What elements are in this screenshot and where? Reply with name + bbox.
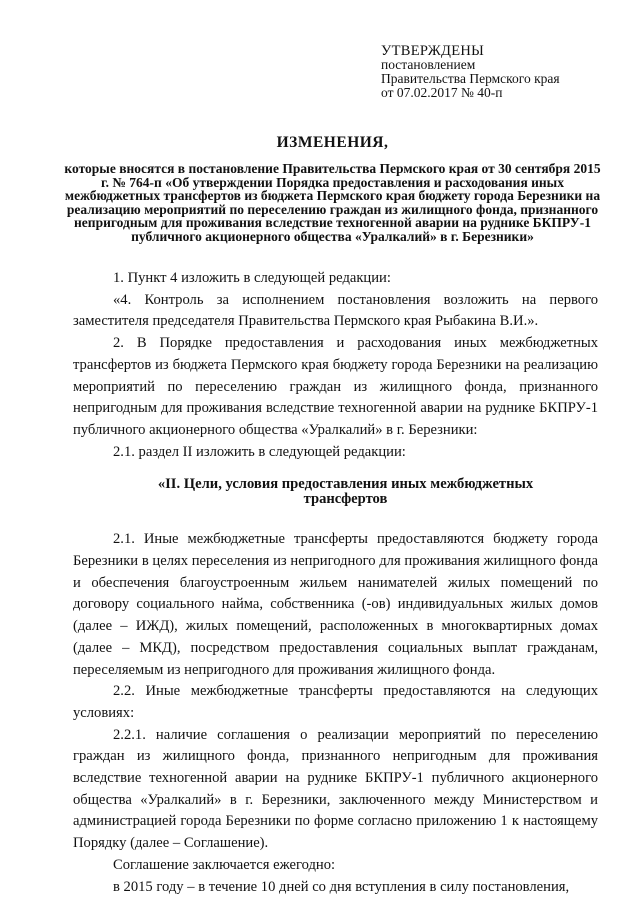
paragraph: в 2015 году – в течение 10 дней со дня вступления в силу постановления, xyxy=(113,878,570,895)
approval-line: от 07.02.2017 № 40-п xyxy=(381,85,503,100)
paragraph: «4. Контроль за исполнением постановления возложить на первого заместителя председателя Правительства Пермского края Рыбакина В.И.». xyxy=(73,291,598,330)
document-title: ИЗМЕНЕНИЯ, xyxy=(276,134,389,151)
approval-stamp xyxy=(381,44,621,100)
spacer xyxy=(73,463,598,477)
document-subtitle: которые вносятся в постановление Правительства Пермского края от 30 сентября 2015 г. № 764-п «Об утверждении Порядка предоставления и расходования иных межбюджетных трансфертов из бюджета Пермского края бюджету города Березники на реализацию мероприятий по переселению граждан из жилищного фонда, признанного непригодным для проживания вследствие техногенной аварии на руднике БКПРУ-1 публичного акционерного общества «Уралкалий» в г. Березники» xyxy=(64,161,601,244)
paragraph: Соглашение заключается ежегодно: xyxy=(113,856,336,873)
paragraph: 2.1. Иные межбюджетные трансферты предоставляются бюджету города Березники в целях переселения из непригодного для проживания жилищного фонда и обеспечения благоустроенным жильем нанимателей жилых помещений по договору социального найма, собственника (-ов) индивидуальных жилых домов (далее – ИЖД), жилых помещений, расположенных в многоквартирных домах (далее – МКД), посредством предоставления социальных выплат гражданам, переселяемым из непригодного для проживания жилищного фонда. xyxy=(73,531,598,678)
approval-heading: УТВЕРЖДЕНЫ xyxy=(381,43,485,59)
spacer xyxy=(73,507,598,529)
paragraph: 2.1. раздел II изложить в следующей редакции: xyxy=(113,443,406,460)
approval-line: Правительства Пермского края xyxy=(381,71,560,86)
paragraph: 2.2.1. наличие соглашения о реализации мероприятий по переселению граждан из жилищного фонда, признанного непригодным для проживания вследствие техногенной аварии на руднике БКПРУ-1 публичного акционерного общества «Уралкалий» в г. Березники, заключенного между Министерством и администрацией города Березники по форме согласно приложению 1 к настоящему Порядку (далее – Соглашение). xyxy=(73,726,598,852)
document-body xyxy=(73,268,598,898)
document-title-block xyxy=(60,134,605,244)
approval-line: постановлением xyxy=(381,57,476,72)
paragraph: 2. В Порядке предоставления и расходования иных межбюджетных трансфертов из бюджета Пермского края бюджету города Березники на реализацию мероприятий по переселению граждан из жилищного фонда, признанного непригодным для проживания вследствие техногенной аварии на руднике БКПРУ-1 публичного акционерного общества «Уралкалий» в г. Березники: xyxy=(73,335,598,438)
paragraph: 1. Пункт 4 изложить в следующей редакции: xyxy=(113,270,391,286)
section-heading: «II. Цели, условия предоставления иных межбюджетных трансфертов xyxy=(157,476,534,508)
paragraph: 2.2. Иные межбюджетные трансферты предоставляются на следующих условиях: xyxy=(73,683,598,721)
